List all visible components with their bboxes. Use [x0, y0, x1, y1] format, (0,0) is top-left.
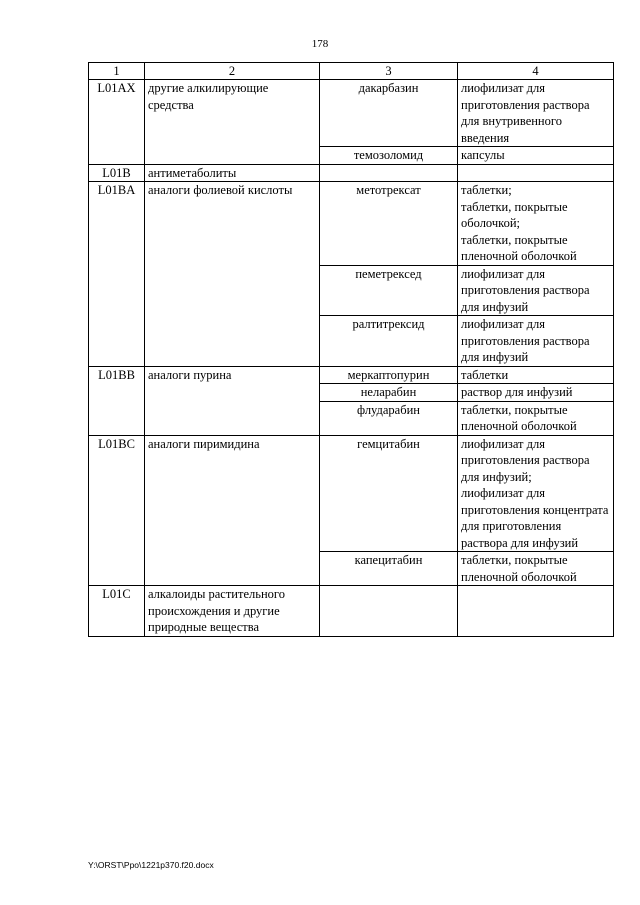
group-name: аналоги пиримидина — [145, 435, 320, 586]
drug-name: капецитабин — [320, 552, 458, 586]
drug-name: флударабин — [320, 401, 458, 435]
drug-name: меркаптопурин — [320, 366, 458, 384]
group-name: аналоги фолиевой кислоты — [145, 182, 320, 367]
group-name: аналоги пурина — [145, 366, 320, 435]
group-name: другие алкилирующие средства — [145, 80, 320, 165]
dosage-form: таблетки — [458, 366, 614, 384]
table-row — [89, 366, 614, 384]
drug-name: неларабин — [320, 384, 458, 402]
table-row — [89, 182, 614, 266]
dosage-form: лиофилизат для приготовления раствора для внутривенного введения — [458, 80, 614, 147]
dosage-form: таблетки, покрытые пленочной оболочкой — [458, 401, 614, 435]
column-header-2: 2 — [145, 63, 320, 80]
dosage-form: лиофилизат для приготовления раствора для инфузий; лиофилизат для приготовления концентрата для приготовления раствора для инфузий — [458, 435, 614, 552]
atc-code: L01BA — [89, 182, 145, 367]
atc-code: L01C — [89, 586, 145, 637]
dosage-form: капсулы — [458, 147, 614, 165]
drug-name: дакарбазин — [320, 80, 458, 147]
column-header-3: 3 — [320, 63, 458, 80]
atc-code: L01AX — [89, 80, 145, 165]
table-header-row — [89, 63, 614, 80]
atc-code: L01B — [89, 164, 145, 182]
page-number: 178 — [311, 38, 329, 50]
dosage-form — [458, 164, 614, 182]
dosage-form: таблетки; таблетки, покрытые оболочкой; таблетки, покрытые пленочной оболочкой — [458, 182, 614, 266]
column-header-1: 1 — [89, 63, 145, 80]
drug-name: гемцитабин — [320, 435, 458, 552]
drug-name: пеметрексед — [320, 265, 458, 316]
group-name: алкалоиды растительного происхождения и другие природные вещества — [145, 586, 320, 637]
atc-code: L01BC — [89, 435, 145, 586]
group-name: антиметаболиты — [145, 164, 320, 182]
dosage-form: раствор для инфузий — [458, 384, 614, 402]
column-header-4: 4 — [458, 63, 614, 80]
drug-name: метотрексат — [320, 182, 458, 266]
atc-code: L01BB — [89, 366, 145, 435]
file-path-footer: Y:\ORST\Ppo\1221p370.f20.docx — [88, 860, 214, 870]
drug-name: темозоломид — [320, 147, 458, 165]
table-row — [89, 164, 614, 182]
dosage-form: таблетки, покрытые пленочной оболочкой — [458, 552, 614, 586]
dosage-form: лиофилизат для приготовления раствора для инфузий — [458, 265, 614, 316]
table-row — [89, 586, 614, 637]
drug-name — [320, 164, 458, 182]
table-row — [89, 80, 614, 147]
drug-name: ралтитрексид — [320, 316, 458, 367]
table-row — [89, 435, 614, 552]
medicines-table — [88, 62, 614, 637]
dosage-form — [458, 586, 614, 637]
drug-name — [320, 586, 458, 637]
dosage-form: лиофилизат для приготовления раствора для инфузий — [458, 316, 614, 367]
